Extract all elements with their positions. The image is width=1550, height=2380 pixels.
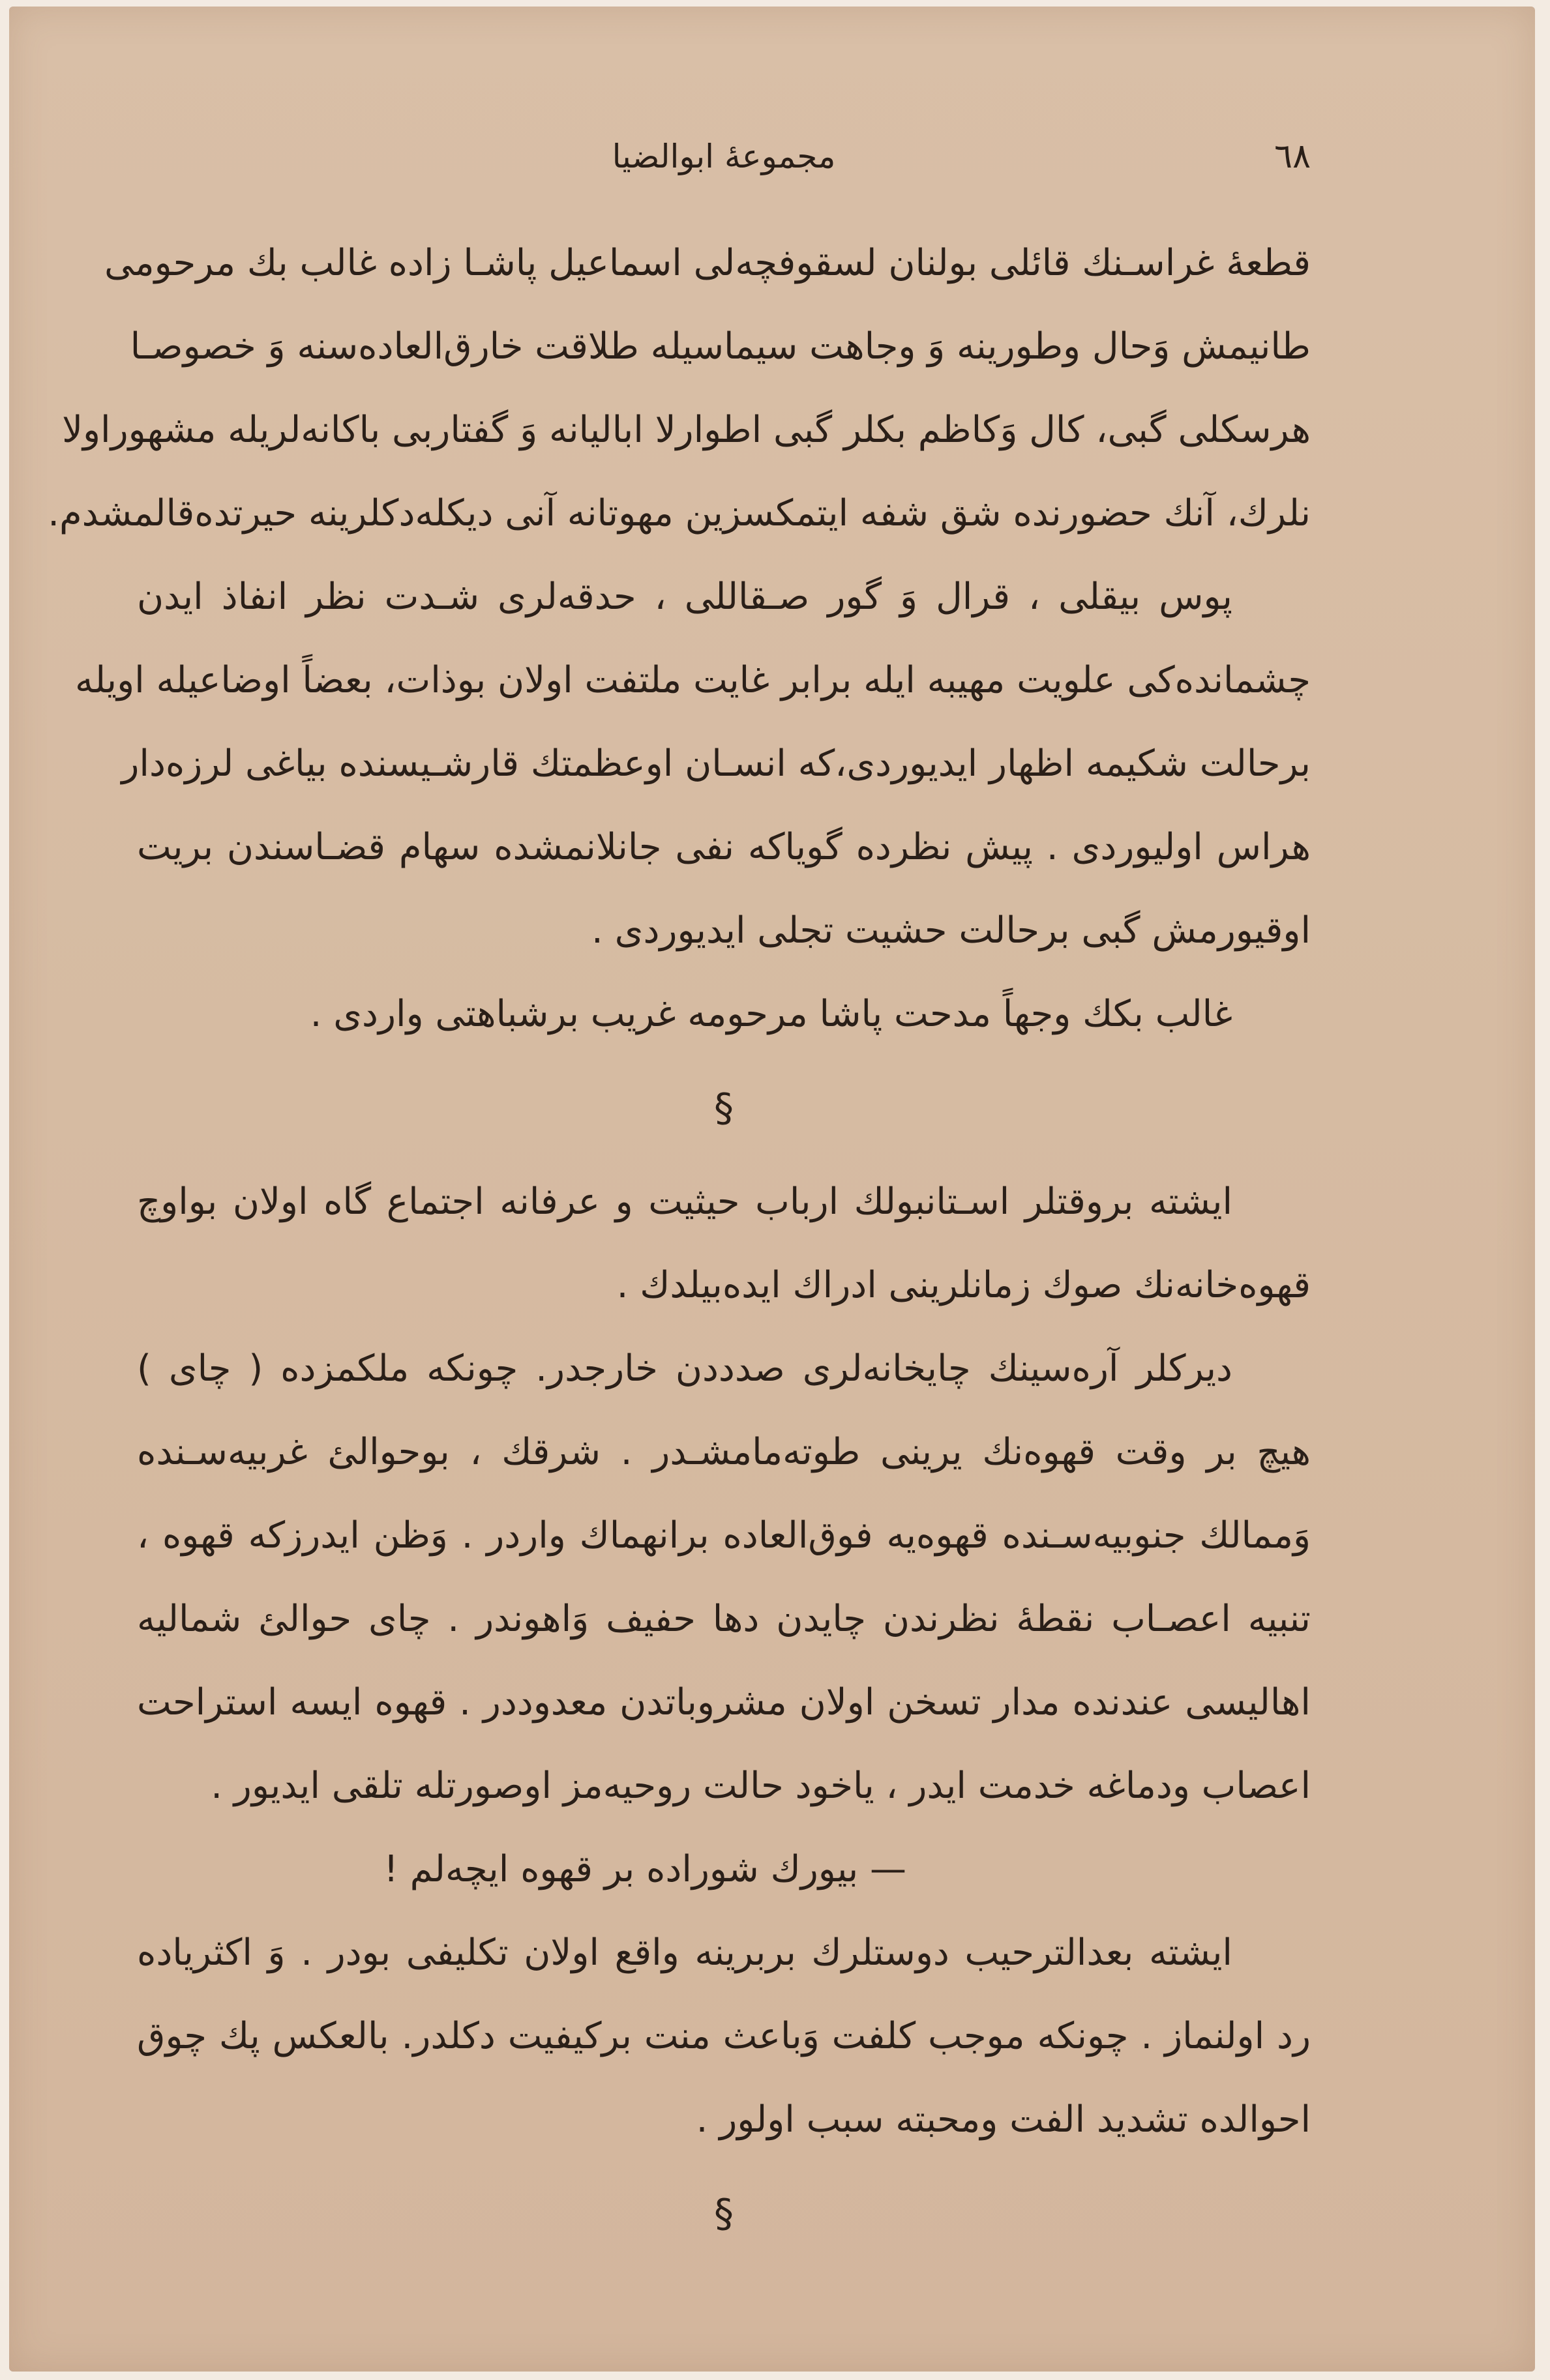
- running-head: مجموعهٔ ابوالضیا: [612, 138, 836, 175]
- text-line: پوس بیقلی ، قرال وَ گور صـقاللی ، حدقه‌لری شـدت نظر انفاذ ایدن: [137, 576, 1232, 618]
- page-number: ٦٨: [1274, 137, 1311, 176]
- text-line: هیچ بر وقت قهوه‌نك یرینی طوته‌مامشـدر . شرقك ، بوحوالئ غربیه‌سـنده: [137, 1431, 1311, 1473]
- paragraph: [137, 1828, 1311, 1911]
- dialogue-line: — بیورك شوراده بر قهوه ایچه‌لم !: [383, 1848, 906, 1890]
- text-line: نلرك، آنك حضورنده شق شفه ایتمکسزین مهوتانه آنی دیکله‌دکلرینه حیرتده‌قالمشدم.: [48, 492, 1311, 535]
- paragraph: [137, 973, 1311, 1056]
- text-line: برحالت شکیمه اظهار ایدیوردی،که انسـان اوعظمتك قارشـیسنده بیاغی لرزه‌دار: [121, 742, 1311, 785]
- text-line: طانیمش وَحال وطورینه وَ وجاهت سیماسیله طلاقت خارق‌العاده‌سنه وَ خصوصـا: [130, 325, 1311, 368]
- paragraph: [74, 555, 1311, 973]
- text-line: اهالیسی عندنده مدار تسخن اولان مشروباتدن معدوددر . قهوه ایسه استراحت: [137, 1681, 1311, 1724]
- text-line: وَممالك جنوبیه‌سـنده قهوه‌یه فوق‌العاده برانهماك واردر . وَظن ایدرزکه قهوه ،: [137, 1514, 1311, 1557]
- text-line: هرسکلی گبی، کال وَکاظم بکلر گبی اطوارلا ابالیانه وَ گفتاربی باکانه‌لریله مشهوراولا: [62, 409, 1311, 451]
- text-line: رد اولنماز . چونکه موجب کلفت وَباعث منت برکیفیت دکلدر. بالعکس پك چوق: [137, 2015, 1311, 2057]
- paragraph: [137, 1911, 1311, 2162]
- page-header: [137, 130, 1311, 222]
- text-line: تنبیه اعصـاب نقطهٔ نظرندن چایدن دها حفیف وَاهوندر . چای حوالئ شمالیه: [137, 1598, 1311, 1640]
- text-line: قهوه‌خانه‌نك صوك زمانلرینی ادراك ایده‌بیلدك .: [616, 1264, 1311, 1306]
- text-line: قطعهٔ غراسـنك قائلی بولنان لسقوفچه‌لی اسماعیل پاشـا زاده غالب بك مرحومی: [104, 242, 1311, 284]
- paragraph: [137, 1160, 1311, 1327]
- section-mark: §: [714, 1085, 734, 1131]
- text-line: دیرکلر آره‌سینك چایخانه‌لری صدددن خارجدر. چونکه ملکمزده ( چای ): [137, 1347, 1232, 1390]
- text-line: احوالده تشدید الفت ومحبته سبب اولور .: [696, 2098, 1311, 2141]
- paragraph: [48, 222, 1311, 555]
- text-line: غالب بکك وجهاً مدحت پاشا مرحومه غریب برشباهتی واردی .: [310, 993, 1232, 1035]
- section-mark: §: [714, 2191, 734, 2237]
- text-line: ایشته بروقتلر اسـتانبولك ارباب حیثیت و عرفانه اجتماع گاه اولان بواوچ: [137, 1181, 1232, 1223]
- text-block: [48, 130, 1311, 2237]
- text-line: هراس اولیوردی . پیش نظرده گویاکه نفی جانلانمشده سهام قضـاسندن بریت: [137, 826, 1311, 868]
- text-line: اوقیورمش گبی برحالت حشیت تجلی ایدیوردی .: [591, 909, 1311, 952]
- paragraph: [137, 1327, 1311, 1828]
- text-line: چشمانده‌کی علویت مهیبه ایله برابر غایت ملتفت اولان بوذات، بعضاً اوضاعیله اویله: [74, 659, 1311, 701]
- text-line: اعصاب ودماغه خدمت ایدر ، یاخود حالت روحیه‌مز اوصورتله تلقی ایدیور .: [211, 1765, 1311, 1807]
- text-line: ایشته بعدالترحیب دوستلرك بربرینه واقع اولان تکلیفی بودر . وَ اکثریاده: [137, 1932, 1232, 1974]
